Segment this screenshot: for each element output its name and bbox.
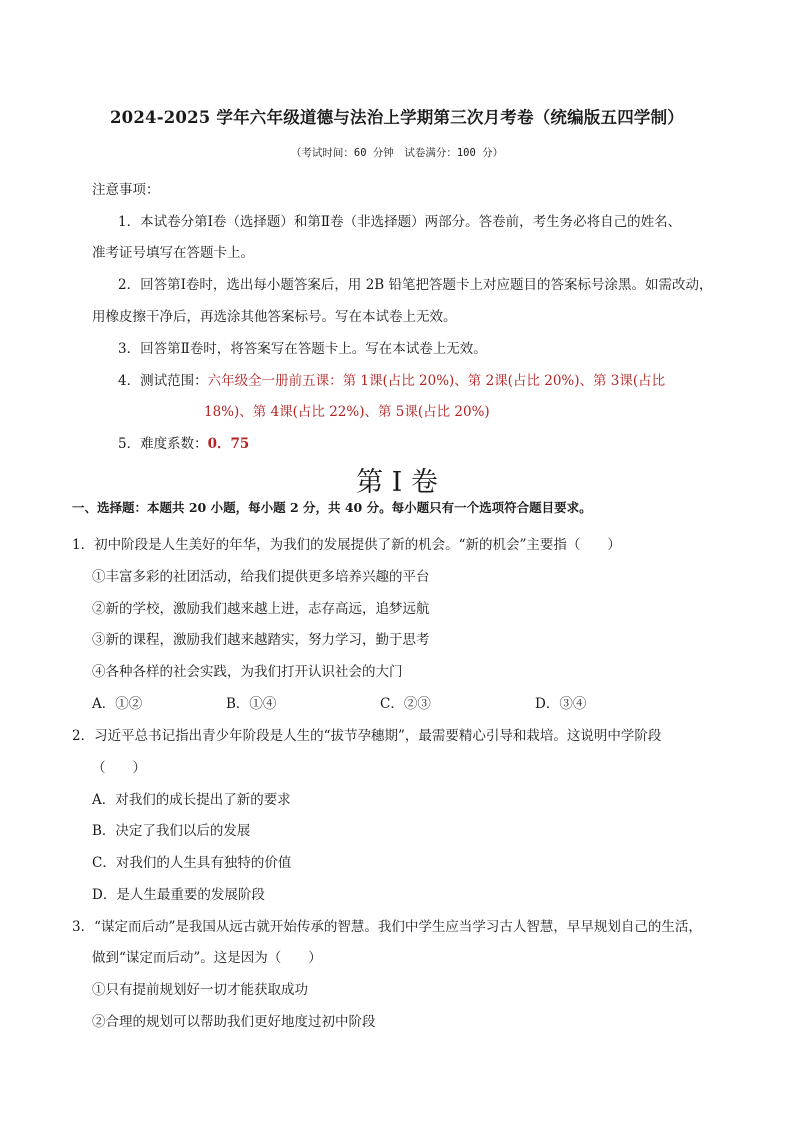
section-instruction: 一、选择题：本题共 20 小题，每小题 2 分，共 40 分。每小题只有一个选项符合题目要求。 xyxy=(72,500,592,515)
note-4-label: 4．测试范围： xyxy=(118,373,208,389)
question-1-item-1: ①丰富多彩的社团活动，给我们提供更多培养兴趣的平台 xyxy=(92,569,430,585)
test-scope: 六年级全一册前五课：第 1课(占比 20%)、第 2课(占比 20%)、第 3课(占比 xyxy=(207,373,666,389)
question-2-option-a[interactable]: A．对我们的成长提出了新的要求 xyxy=(92,792,291,808)
difficulty-value: 0．75 xyxy=(207,436,250,452)
question-2-option-d[interactable]: D．是人生最重要的发展阶段 xyxy=(92,887,265,903)
question-1-item-4: ④各种各样的社会实践，为我们打开认识社会的大门 xyxy=(92,664,403,680)
note-5 xyxy=(118,432,249,452)
question-1-option-a[interactable]: A．①② xyxy=(92,696,143,712)
note-2-line-1: 2．回答第Ⅰ卷时，选出每小题答案后，用 2B 铅笔把答题卡上对应题目的答案标号涂黑。如需改动， xyxy=(118,277,713,293)
question-3-stem-line-2: 做到“谋定而后动”。这是因为（ ） xyxy=(92,950,322,966)
question-1-item-2: ②新的学校，激励我们越来越上进，志存高远，追梦远航 xyxy=(92,601,430,617)
test-scope-continued: 18%)、第 4课(占比 22%)、第 5课(占比 20%) xyxy=(204,404,490,420)
note-1-line-2: 准考证号填写在答题卡上。 xyxy=(92,245,254,261)
question-1-item-3: ③新的课程，激励我们越来越踏实，努力学习，勤于思考 xyxy=(92,632,430,648)
note-2-line-2: 用橡皮擦干净后，再选涂其他答案标号。写在本试卷上无效。 xyxy=(92,309,457,325)
page-title: 2024-2025 学年六年级道德与法治上学期第三次月考卷（统编版五四学制） xyxy=(109,108,685,127)
question-1-option-d[interactable]: D．③④ xyxy=(535,696,587,712)
question-2-stem-line-1: 2．习近平总书记指出青少年阶段是人生的“拔节孕穗期”，最需要精心引导和栽培。这说明中学阶段 xyxy=(72,728,662,744)
question-2-stem-line-2: （ ） xyxy=(92,760,146,776)
question-3-item-2: ②合理的规划可以帮助我们更好地度过初中阶段 xyxy=(92,1014,376,1030)
note-5-label: 5．难度系数： xyxy=(118,436,208,452)
question-3-item-1: ①只有提前规划好一切才能获取成功 xyxy=(92,982,308,998)
exam-info: （考试时间：60 分钟 试卷满分：100 分） xyxy=(290,147,504,159)
notes-heading: 注意事项： xyxy=(92,182,160,198)
question-1-option-c[interactable]: C．②③ xyxy=(380,696,431,712)
question-2-option-b[interactable]: B．决定了我们以后的发展 xyxy=(92,823,251,839)
question-1-option-b[interactable]: B．①④ xyxy=(226,696,277,712)
question-3-stem-line-1: 3．“谋定而后动”是我国从远古就开始传承的智慧。我们中学生应当学习古人智慧，早早规划自己的生活， xyxy=(72,919,702,935)
question-1-stem: 1．初中阶段是人生美好的年华，为我们的发展提供了新的机会。“新的机会”主要指（ ） xyxy=(72,537,621,553)
section-title: 第 I 卷 xyxy=(356,467,438,498)
note-4-line-1 xyxy=(118,369,665,389)
question-2-option-c[interactable]: C．对我们的人生具有独特的价值 xyxy=(92,855,292,871)
note-1-line-1: 1．本试卷分第Ⅰ卷（选择题）和第Ⅱ卷（非选择题）两部分。答卷前，考生务必将自己的姓名、 xyxy=(118,214,682,230)
note-3: 3．回答第Ⅱ卷时，将答案写在答题卡上。写在本试卷上无效。 xyxy=(118,341,487,357)
